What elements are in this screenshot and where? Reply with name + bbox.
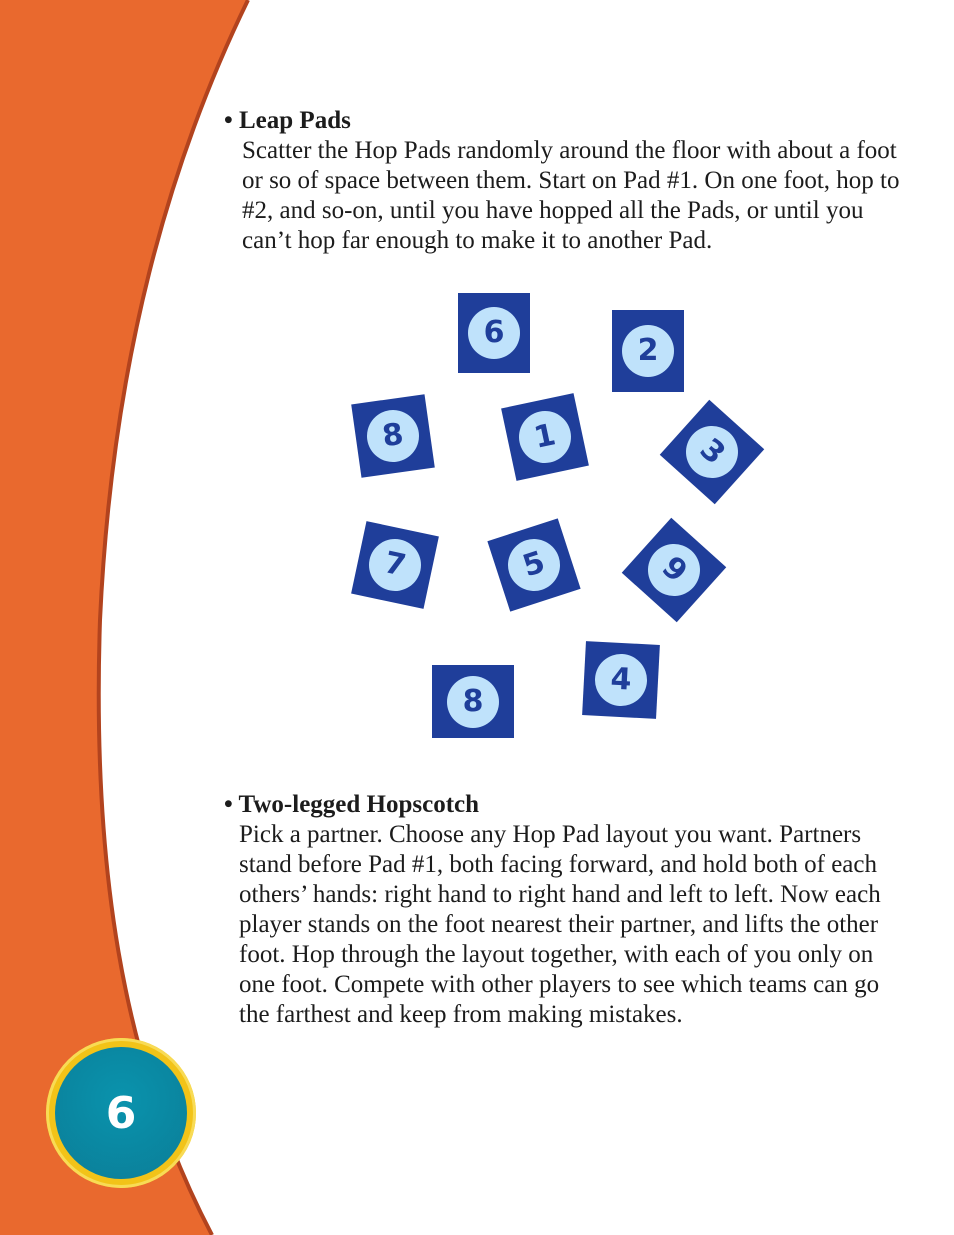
hop-pad: 8: [351, 394, 435, 478]
leap-pads-section: [224, 106, 904, 256]
page-number-badge: [46, 1038, 196, 1188]
page-number: 6: [105, 1087, 137, 1139]
hop-pad: 1: [501, 393, 589, 481]
two-legged-hopscotch-heading: • Two-legged Hopscotch: [224, 791, 480, 818]
hop-pad: 7: [351, 521, 439, 609]
hop-pads-illustration: [340, 285, 790, 745]
leap-pads-heading: • Leap Pads: [224, 107, 351, 134]
hop-pad: 2: [612, 310, 684, 392]
hop-pad: 5: [487, 518, 580, 611]
hop-pad: 6: [458, 293, 530, 373]
hop-pad: 4: [582, 641, 660, 719]
hop-pad: 9: [622, 518, 727, 623]
hop-pad: 8: [432, 665, 514, 738]
two-legged-hopscotch-text: Pick a partner. Choose any Hop Pad layout you want. Partners stand before Pad #1, both facing forward, and hold both of each others’ hands: right hand to right hand and left to left. Now each player stands on the foot nearest their partner, and lifts the other foot. Hop through the layout together, with each of you only on one foot. Compete with other players to see which teams can go the farthest and keep from making mistakes.: [239, 821, 881, 1028]
hop-pad: 3: [660, 400, 765, 505]
two-legged-hopscotch-section: [224, 790, 904, 1030]
leap-pads-text: Scatter the Hop Pads randomly around the floor with about a foot or so of space between them. Start on Pad #1. On one foot, hop to #2, and so-on, until you have hopped all the Pads, or until you can’t hop far enough to make it to another Pad.: [242, 137, 900, 254]
